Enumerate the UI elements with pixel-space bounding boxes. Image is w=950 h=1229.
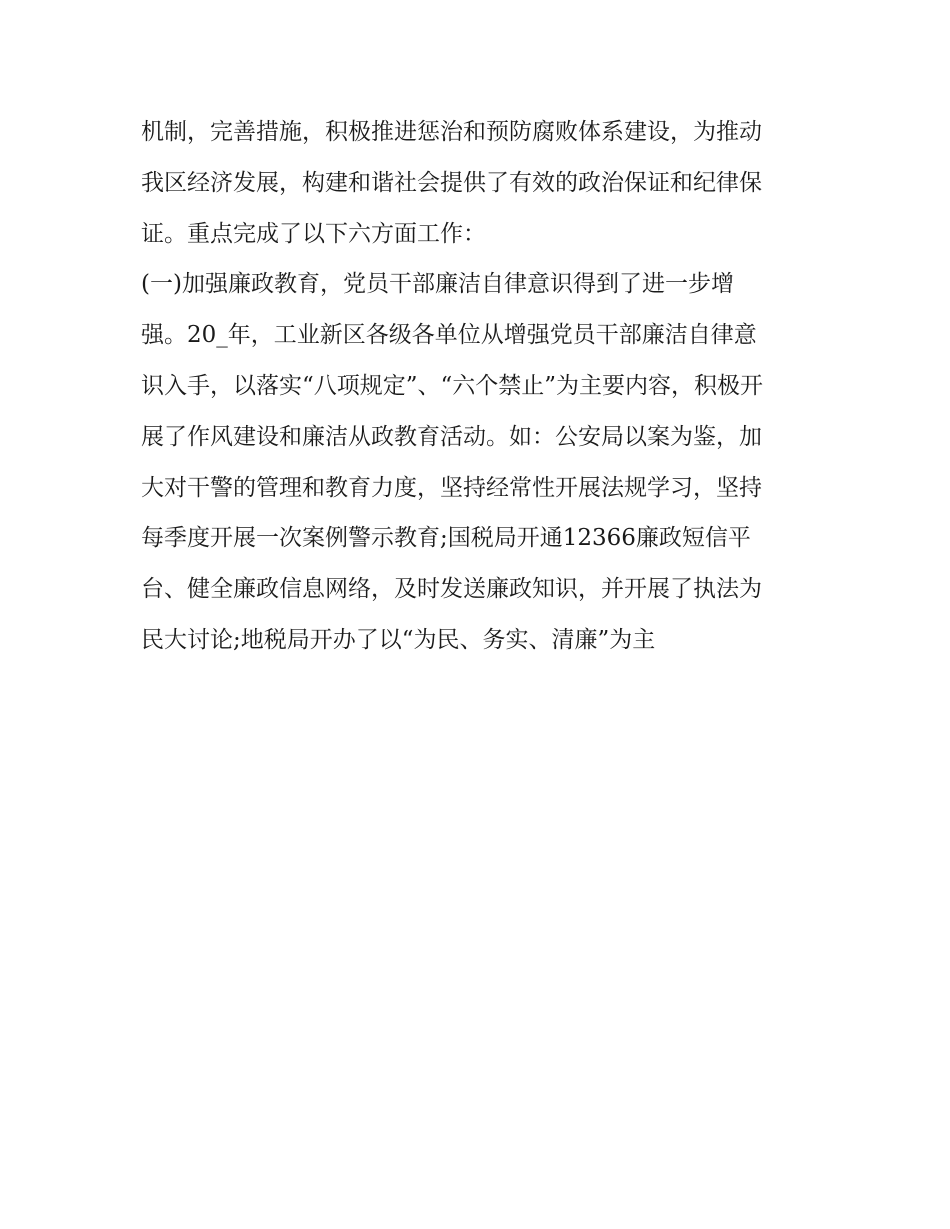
text-line: 民大讨论;地税局开办了以“为民、务实、清廉”为主 (141, 626, 656, 653)
text-line: 展了作风建设和廉洁从政教育活动。如：公安局以案为鉴，加 (141, 423, 762, 450)
body-text (141, 107, 821, 666)
text-line: 每季度开展一次案例警示教育;国税局开通12366廉政短信平 (141, 525, 751, 552)
text-line: 我区经济发展，构建和谐社会提供了有效的政治保证和纪律保 (141, 169, 762, 196)
text-line: 强。20_年，工业新区各级各单位从增强党员干部廉洁自律意 (141, 322, 757, 349)
text-line: (一)加强廉政教育，党员干部廉洁自律意识得到了进一步增 (141, 271, 734, 298)
text-line: 证。重点完成了以下六方面工作： (141, 220, 486, 247)
text-line: 机制，完善措施，积极推进惩治和预防腐败体系建设，为推动 (141, 119, 762, 145)
text-line: 台、健全廉政信息网络，及时发送廉政知识，并开展了执法为 (141, 576, 762, 603)
text-line: 大对干警的管理和教育力度，坚持经常性开展法规学习，坚持 (141, 474, 762, 501)
text-line: 识入手，以落实“八项规定”、“六个禁止”为主要内容，积极开 (141, 372, 764, 399)
